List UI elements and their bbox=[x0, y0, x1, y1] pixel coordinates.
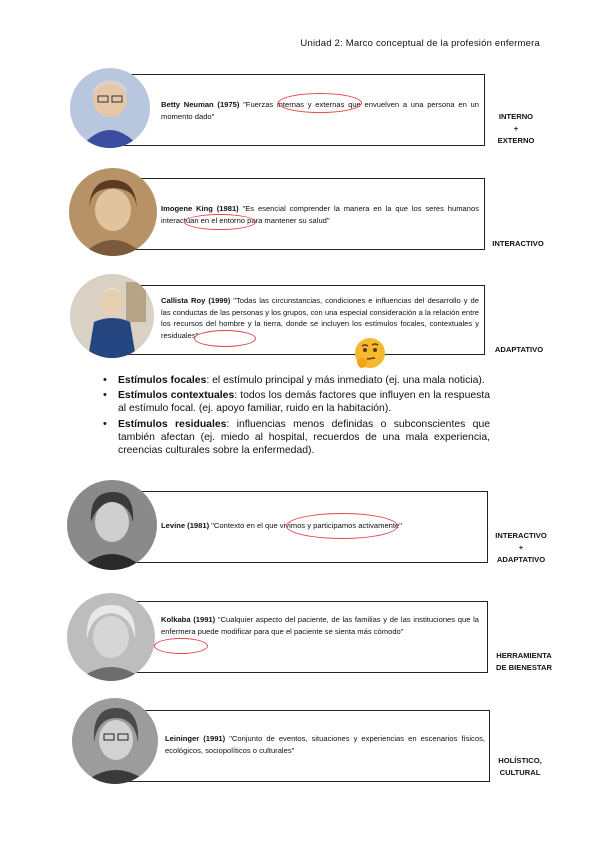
author-kolkaba: Kolkaba (1991) bbox=[161, 615, 216, 624]
author-king: Imogene King (1981) bbox=[161, 204, 239, 213]
photo-levine bbox=[67, 480, 157, 570]
tag-levine: INTERACTIVO + ADAPTATIVO bbox=[495, 531, 547, 564]
annotation-circle-neuman bbox=[278, 93, 362, 113]
annotation-circle-roy bbox=[194, 330, 256, 347]
author-levine: Levine (1981) bbox=[161, 521, 210, 530]
annotation-circle-kolkaba bbox=[154, 638, 208, 654]
quote-kolkaba: Kolkaba (1991) "Cualquier aspecto del paciente, de las familias y de las instituciones que la enfermera puede modificar para que el paciente se sienta más cómodo" bbox=[161, 615, 480, 636]
quote-levine: Levine (1981) "Contexto en el que vivimos y participamos activamente" bbox=[161, 521, 402, 530]
annotation-circle-levine bbox=[286, 513, 398, 539]
tag-king: INTERACTIVO bbox=[492, 239, 544, 248]
photo-king bbox=[69, 168, 157, 256]
photo-roy bbox=[70, 274, 154, 358]
tag-leininger: HOLÍSTICO, CULTURAL bbox=[498, 756, 542, 777]
list-item: • Estímulos contextuales: todos los demás factores que influyen en la respuesta al estímulo focal. (ej. apoyo familiar, ruido en la habitación). bbox=[100, 389, 490, 415]
photo-neuman bbox=[70, 68, 150, 148]
list-item: • Estímulos focales: el estímulo principal y más inmediato (ej. una mala noticia). bbox=[100, 374, 490, 387]
tag-neuman: INTERNO + EXTERNO bbox=[497, 112, 535, 145]
tag-kolkaba: HERRAMIENTA DE BIENESTAR bbox=[496, 651, 552, 672]
quote-box-kolkaba bbox=[110, 601, 488, 673]
quote-neuman: Betty Neuman (1975) "Fuerzas internas y externas que envuelven a una persona en un momento dado" bbox=[161, 100, 480, 121]
page-header: Unidad 2: Marco conceptual de la profesión enfermera bbox=[300, 38, 540, 49]
quote-roy: Callista Roy (1999) "Todas las circunstancias, condiciones e influencias del desarrollo y de las conductas de las personas y los grupos, con una especial consideración a la relación entre los recursos del hombre y la tierra, donde se incluyen los estímulos focales, contextuales y residuales" bbox=[161, 296, 480, 340]
stimuli-list bbox=[100, 374, 490, 459]
thinking-face-icon bbox=[353, 337, 387, 371]
tag-roy: ADAPTATIVO bbox=[494, 345, 544, 354]
quote-leininger: Leininger (1991) "Conjunto de eventos, situaciones y experiencias en escenarios físicos, ecológicos, sociopolíticos o culturales" bbox=[165, 734, 485, 755]
annotation-circle-king bbox=[184, 214, 256, 230]
photo-leininger bbox=[72, 698, 158, 784]
quote-king: Imogene King (1981) "Es esencial comprender la manera en la que los seres humanos interactúan en el entorno para mantener su salud" bbox=[161, 204, 479, 225]
photo-kolkaba bbox=[67, 593, 155, 681]
author-leininger: Leininger (1991) bbox=[165, 734, 226, 743]
author-roy: Callista Roy (1999) bbox=[161, 296, 231, 305]
author-neuman: Betty Neuman (1975) bbox=[161, 100, 240, 109]
list-item: • Estímulos residuales: influencias menos definidas o subconscientes que también afectan (ej. miedo al hospital, recuerdos de una mala experiencia, creencias culturales sobre la enfermedad). bbox=[100, 418, 490, 458]
